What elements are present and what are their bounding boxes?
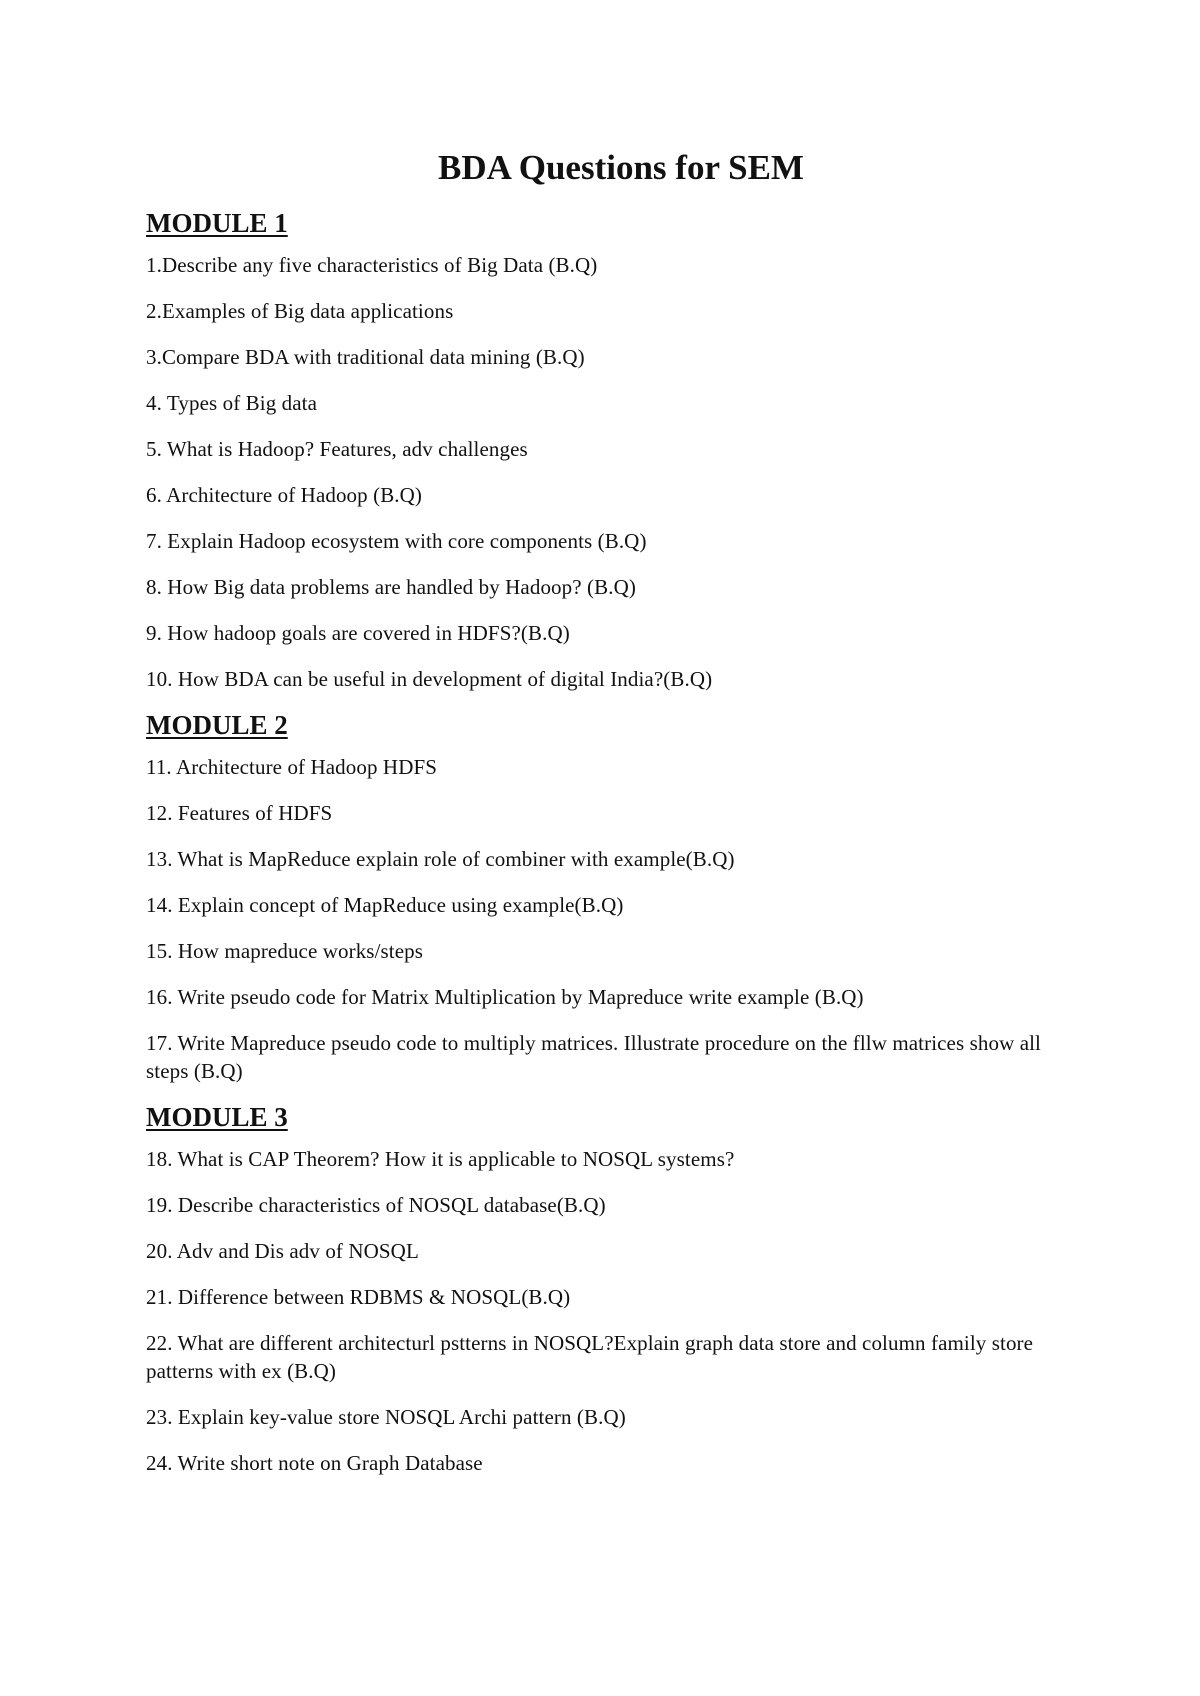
question-item: 11. Architecture of Hadoop HDFS [146,755,438,779]
question-item: 24. Write short note on Graph Database [146,1451,483,1475]
module-heading: MODULE 1 [146,208,288,238]
question-item: 20. Adv and Dis adv of NOSQL [146,1239,419,1263]
module-heading: MODULE 2 [146,710,288,740]
question-item: 19. Describe characteristics of NOSQL database(B.Q) [146,1193,606,1217]
question-item: 14. Explain concept of MapReduce using example(B.Q) [146,893,624,917]
question-list [146,1145,1076,1477]
question-item: 4. Types of Big data [146,391,318,415]
module-1-section [146,206,1076,693]
question-item: 17. Write Mapreduce pseudo code to multiply matrices. Illustrate procedure on the fllw matrices show all steps (B.Q) [146,1031,1041,1083]
question-item: 1.Describe any five characteristics of Big Data (B.Q) [146,253,598,277]
module-3-section [146,1100,1076,1477]
module-2-section [146,708,1076,1085]
question-item: 6. Architecture of Hadoop (B.Q) [146,483,423,507]
document-title: BDA Questions for SEM [438,148,804,187]
question-item: 10. How BDA can be useful in development of digital India?(B.Q) [146,667,713,691]
question-item: 21. Difference between RDBMS & NOSQL(B.Q) [146,1285,571,1309]
question-item: 18. What is CAP Theorem? How it is applicable to NOSQL systems? [146,1147,735,1171]
question-item: 5. What is Hadoop? Features, adv challenges [146,437,528,461]
document-content [146,146,1076,1495]
question-list [146,753,1076,1085]
question-item: 7. Explain Hadoop ecosystem with core components (B.Q) [146,529,647,553]
question-item: 15. How mapreduce works/steps [146,939,424,963]
question-item: 8. How Big data problems are handled by Hadoop? (B.Q) [146,575,636,599]
question-item: 9. How hadoop goals are covered in HDFS?(B.Q) [146,621,570,645]
question-item: 3.Compare BDA with traditional data mining (B.Q) [146,345,585,369]
question-item: 12. Features of HDFS [146,801,333,825]
question-item: 13. What is MapReduce explain role of combiner with example(B.Q) [146,847,735,871]
question-item: 2.Examples of Big data applications [146,299,454,323]
question-item: 23. Explain key-value store NOSQL Archi pattern (B.Q) [146,1405,626,1429]
module-heading: MODULE 3 [146,1102,288,1132]
question-item: 16. Write pseudo code for Matrix Multiplication by Mapreduce write example (B.Q) [146,985,864,1009]
question-list [146,251,1076,693]
question-item: 22. What are different architecturl pstterns in NOSQL?Explain graph data store and column family store patterns with ex (B.Q) [146,1331,1034,1383]
